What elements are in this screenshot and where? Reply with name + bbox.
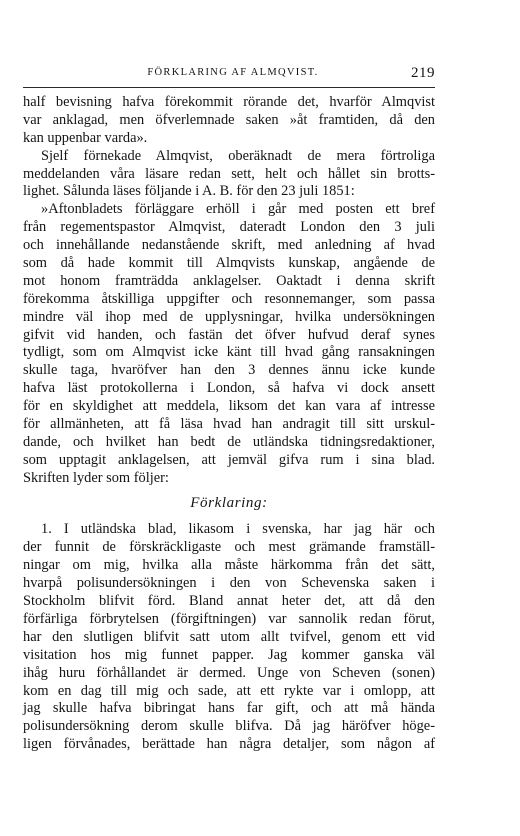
text-line: Skriften lyder som följer:	[23, 469, 169, 486]
text-line: polisundersökning derom skulle blifva. Då jag häröfver höge-	[23, 718, 435, 735]
paragraph	[23, 94, 435, 148]
text-line: skulle taga, hvaröfver han den 3 dennes ännu icke kunde	[23, 362, 435, 379]
text-line: jag skulle hafva bibringat hans far gift, och att må hända	[23, 700, 435, 717]
text-line: från regementspastor Almqvist, dateradt London den 3 juli	[23, 219, 435, 236]
text-line: ligen förvånades, berättade han några detaljer, som någon af	[23, 736, 435, 753]
page-number: 219	[411, 65, 435, 81]
paragraph	[23, 201, 435, 487]
text-line: har den slutligen blifvit satt utom allt tvifvel, genom ett vid	[23, 628, 435, 645]
text-line: mindre väl ihop med de upplysningar, hvilka undersökningen	[23, 308, 435, 325]
running-title: FÖRKLARING AF ALMQVIST.	[147, 67, 319, 78]
body-text	[23, 94, 435, 754]
text-line: »Aftonbladets förläggare erhöll i går med posten ett bref	[41, 201, 435, 218]
text-line: dande, och hvilket han bedt de utländska tidningsredaktioner,	[23, 433, 435, 450]
text-line: hafva läst protokollerna i London, så hafva vi dock ansett	[23, 380, 435, 397]
text-line: ningar om mig, hvilka alla måste härkomma från det sätt,	[23, 557, 435, 574]
section-heading: Förklaring:	[190, 494, 268, 511]
text-line: 1. I utländska blad, likasom i svenska, har jag här och	[41, 521, 435, 538]
text-line: Stockholm blifvit förd. Bland annat heter det, att då den	[23, 593, 435, 610]
paragraph	[23, 521, 435, 754]
text-line: som då hade kommit till Almqvists kunskap, angående de	[23, 255, 435, 272]
text-line: Sjelf förnekade Almqvist, oberäknadt de mera förtroliga	[41, 147, 435, 164]
text-line: gifvit vid handen, och fastän det öfver hufvud deraf synes	[23, 326, 435, 343]
text-line: meddelanden våra läsare redan sett, helt och hållet sin brotts-	[23, 165, 435, 182]
spacer	[23, 512, 435, 521]
text-line: förfärliga förbrytelsen (förgiftningen) var sannolik redan förut,	[23, 610, 435, 627]
text-line: för en skyldighet att meddela, liksom det kan vara af intresse	[23, 398, 435, 415]
header-rule	[23, 87, 435, 88]
text-line: der funnit de förskräckligaste och mest grämande framställ-	[23, 539, 435, 556]
text-line: hvarpå polisundersökningen i den von Schevenska saken i	[23, 575, 435, 592]
text-line: half bevisning hafva förekommit rörande det, hvarför Almqvist	[23, 94, 435, 110]
text-line: för allmänheten, att få läsa hvad han andragit till sitt urskul-	[23, 416, 435, 433]
paragraph	[23, 148, 435, 202]
spacer	[23, 488, 435, 495]
text-line: ihåg huru förhållandet är dermed. Unge von Scheven (sonen)	[23, 664, 435, 681]
text-line: lighet. Sålunda läses följande i A. B. för den 23 juli 1851:	[23, 183, 355, 200]
text-line: tydligt, som om Almqvist icke känt till hvad gång ransakningen	[23, 344, 435, 361]
text-line: kan uppenbar varda».	[23, 129, 148, 146]
text-line: mot honom framträdda anklagelser. Oaktadt i denna skrift	[23, 272, 435, 289]
text-line: förekomma åtskilliga uppgifter och resonnemanger, som passa	[23, 290, 435, 307]
text-line: visitation hos mig funnet papper. Jag kommer ganska väl	[23, 646, 435, 663]
running-header	[23, 66, 443, 86]
text-line: var anklagad, men öfverlemnade saken »åt framtiden, då den	[23, 111, 435, 128]
text-line: som upptagit anklagelsen, att jemväl gifva rum i sina blad.	[23, 451, 435, 468]
text-line: kom en dag till mig och sade, att ett rykte var i omlopp, att	[23, 682, 435, 699]
text-line: och innehållande nedanstående skrift, med anledning af hvad	[23, 237, 435, 254]
